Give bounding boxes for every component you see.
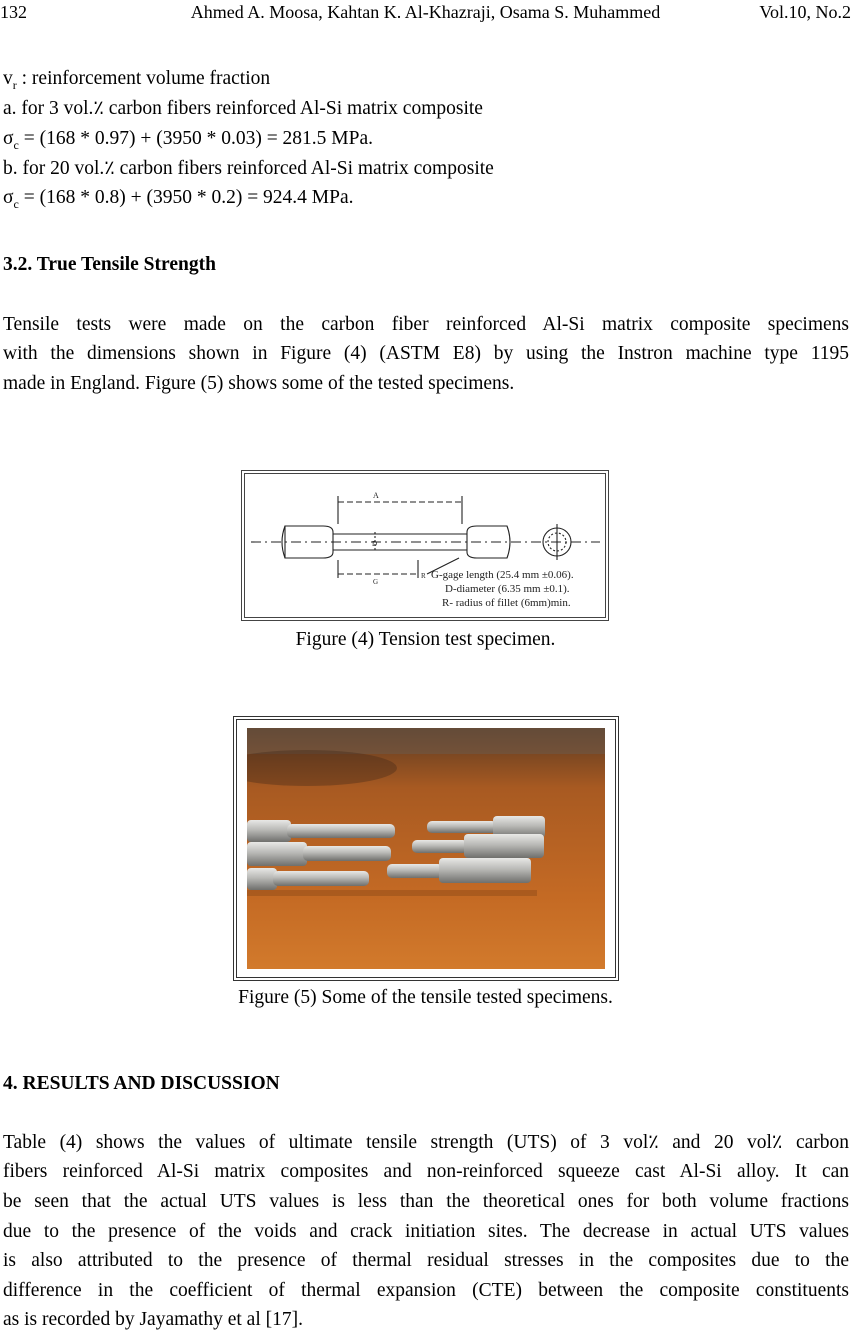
equation-a-rest: = (168 * 0.97) + (3950 * 0.03) = 281.5 MPa.: [18, 128, 374, 149]
paragraph-line: as is recorded by Jayamathy et al [17].: [3, 1309, 303, 1330]
section-heading-4: 4. RESULTS AND DISCUSSION: [3, 1073, 280, 1094]
tested-specimens-photo: [247, 728, 605, 969]
legend-diameter: D-diameter (6.35 mm ±0.1).: [445, 583, 570, 595]
vr-symbol: v: [3, 68, 13, 89]
paragraph-line: made in England. Figure (5) shows some of the tested specimens.: [3, 373, 515, 394]
sigma-subscript: c: [13, 196, 19, 211]
paragraph-line: be seen that the actual UTS values is less than the theoretical ones for both volume fractions: [3, 1191, 849, 1212]
figure-4-image: [241, 470, 609, 621]
dimension-label-d: D: [372, 540, 378, 548]
vr-subscript: r: [12, 77, 17, 92]
paragraph-line: difference in the coefficient of thermal expansion (CTE) between the composite constituents: [3, 1280, 849, 1301]
vr-text: : reinforcement volume fraction: [16, 68, 271, 89]
case-b-text: b. for 20 vol.٪ carbon fibers reinforced Al-Si matrix composite: [3, 158, 494, 179]
equation-b-rest: = (168 * 0.8) + (3950 * 0.2) = 924.4 MPa.: [18, 187, 354, 208]
dimension-label-a: A: [373, 491, 379, 500]
paragraph-line: fibers reinforced Al-Si matrix composites and non-reinforced squeeze cast Al-Si alloy. It can: [3, 1161, 849, 1182]
header-volume: Vol.10, No.2: [759, 2, 851, 22]
tension-specimen-drawing: [245, 474, 605, 617]
figure-5-photo: [233, 716, 619, 981]
case-a-text: a. for 3 vol.٪ carbon fibers reinforced Al-Si matrix composite: [3, 98, 483, 119]
paragraph-line: Tensile tests were made on the carbon fiber reinforced Al-Si matrix composite specimens: [3, 314, 849, 335]
section-heading-3-2: 3.2. True Tensile Strength: [3, 254, 216, 275]
sigma-symbol: σ: [3, 128, 14, 149]
legend-gage-length: G-gage length (25.4 mm ±0.06).: [431, 569, 574, 581]
dimension-label-g: G: [373, 578, 379, 586]
paragraph-line: Table (4) shows the values of ultimate tensile strength (UTS) of 3 vol٪ and 20 vol٪ carbon: [3, 1132, 849, 1153]
paragraph-line: is also attributed to the presence of thermal residual stresses in the composites due to the: [3, 1250, 849, 1271]
figure-4-caption: Figure (4) Tension test specimen.: [295, 629, 556, 650]
paragraph-line: due to the presence of the voids and crack initiation sites. The decrease in actual UTS values: [3, 1221, 849, 1242]
page-number: 132: [0, 2, 27, 22]
dimension-label-r: R: [421, 572, 426, 580]
equation-a: [3, 124, 373, 154]
sigma-subscript: c: [13, 137, 19, 152]
legend-radius: R- radius of fillet (6mm)min.: [442, 597, 571, 609]
paragraph-line: with the dimensions shown in Figure (4) (ASTM E8) by using the Instron machine type 1195: [3, 343, 849, 364]
running-header: [0, 0, 851, 26]
vr-definition: [3, 64, 270, 94]
header-authors: Ahmed A. Moosa, Kahtan K. Al-Khazraji, Osama S. Muhammed: [190, 2, 661, 22]
sigma-symbol: σ: [3, 187, 14, 208]
equation-b: [3, 183, 354, 213]
figure-5-caption: Figure (5) Some of the tensile tested specimens.: [238, 987, 613, 1008]
